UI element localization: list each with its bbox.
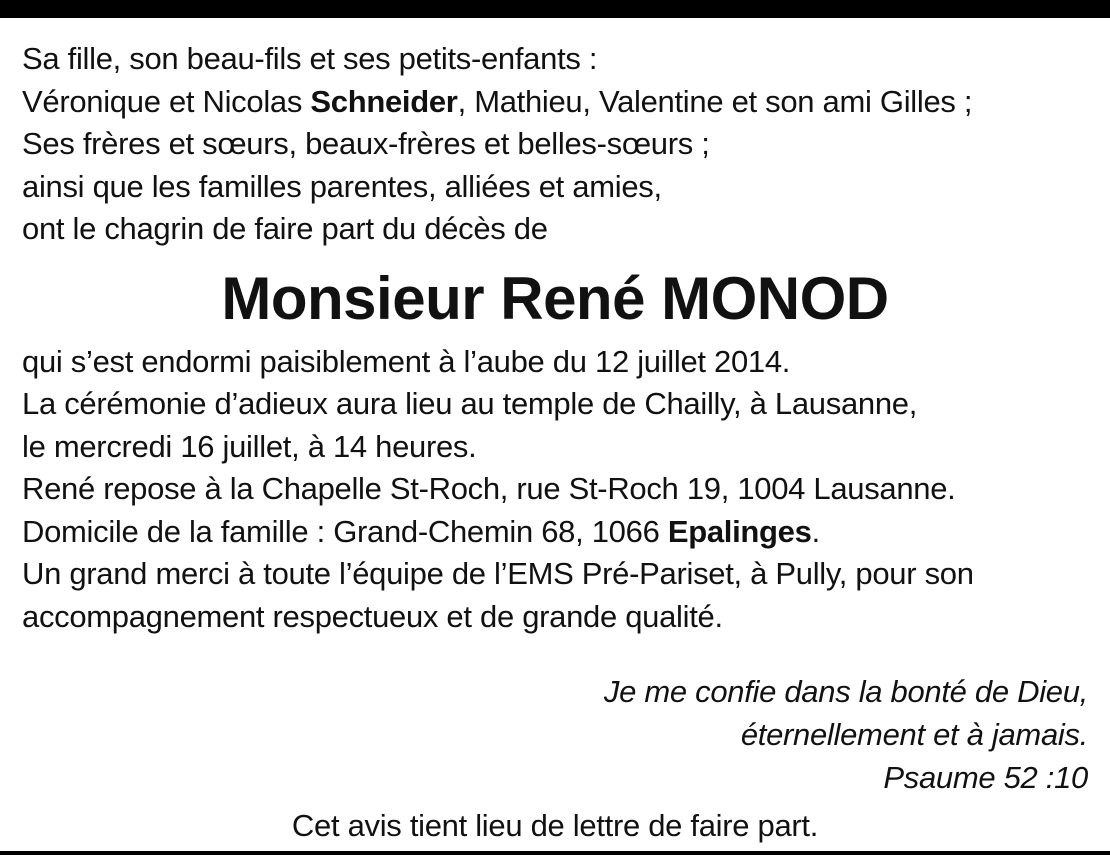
intro-line-2 [22,81,1092,124]
details-line-6: Un grand merci à toute l’équipe de l’EMS Pré-Pariset, à Pully, pour son [22,556,974,591]
top-border-rule [0,0,1110,18]
details-line-5-text-a: Domicile de la famille : Grand-Chemin 68, 1066 [22,513,668,549]
details-line-2: La cérémonie d’adieux aura lieu au temple de Chailly, à Lausanne, [22,386,918,421]
deceased-name: Monsieur René MONOD [221,264,889,332]
quote-source: Psaume 52 :10 [883,760,1088,795]
bottom-border-rule [0,851,1110,855]
intro-line-4: ainsi que les familles parentes, alliées et amies, [22,168,662,204]
details-line-1: qui s’est endormi paisiblement à l’aube du 12 juillet 2014. [22,343,791,379]
details-line-4: René repose à la Chapelle St-Roch, rue St-Roch 19, 1004 Lausanne. [22,471,956,506]
details-line-5-text-c: . [811,513,820,549]
family-name-schneider: Schneider [310,83,458,119]
intro-line-3: Ses frères et sœurs, beaux-frères et belles-sœurs ; [22,126,710,161]
intro-line-2-text-c: , Mathieu, Valentine et son ami Gilles ; [457,83,973,119]
details-line-3: le mercredi 16 juillet, à 14 heures. [22,428,477,464]
town-epalinges: Epalinges [667,513,812,549]
details-line-5 [22,511,1092,554]
quote-line-2: éternellement et à jamais. [740,717,1088,752]
details-line-7: accompagnement respectueux et de grande qualité. [22,598,723,634]
quote-line-1: Je me confie dans la bonté de Dieu, [603,674,1088,709]
intro-line-2-text-a: Véronique et Nicolas [22,83,311,119]
intro-line-5: ont le chagrin de faire part du décès de [22,211,548,246]
intro-line-1: Sa fille, son beau-fils et ses petits-enfants : [22,41,598,76]
scripture-quote [22,670,1088,799]
obituary-notice [22,38,1092,848]
footer-note: Cet avis tient lieu de lettre de faire part. [291,808,819,843]
